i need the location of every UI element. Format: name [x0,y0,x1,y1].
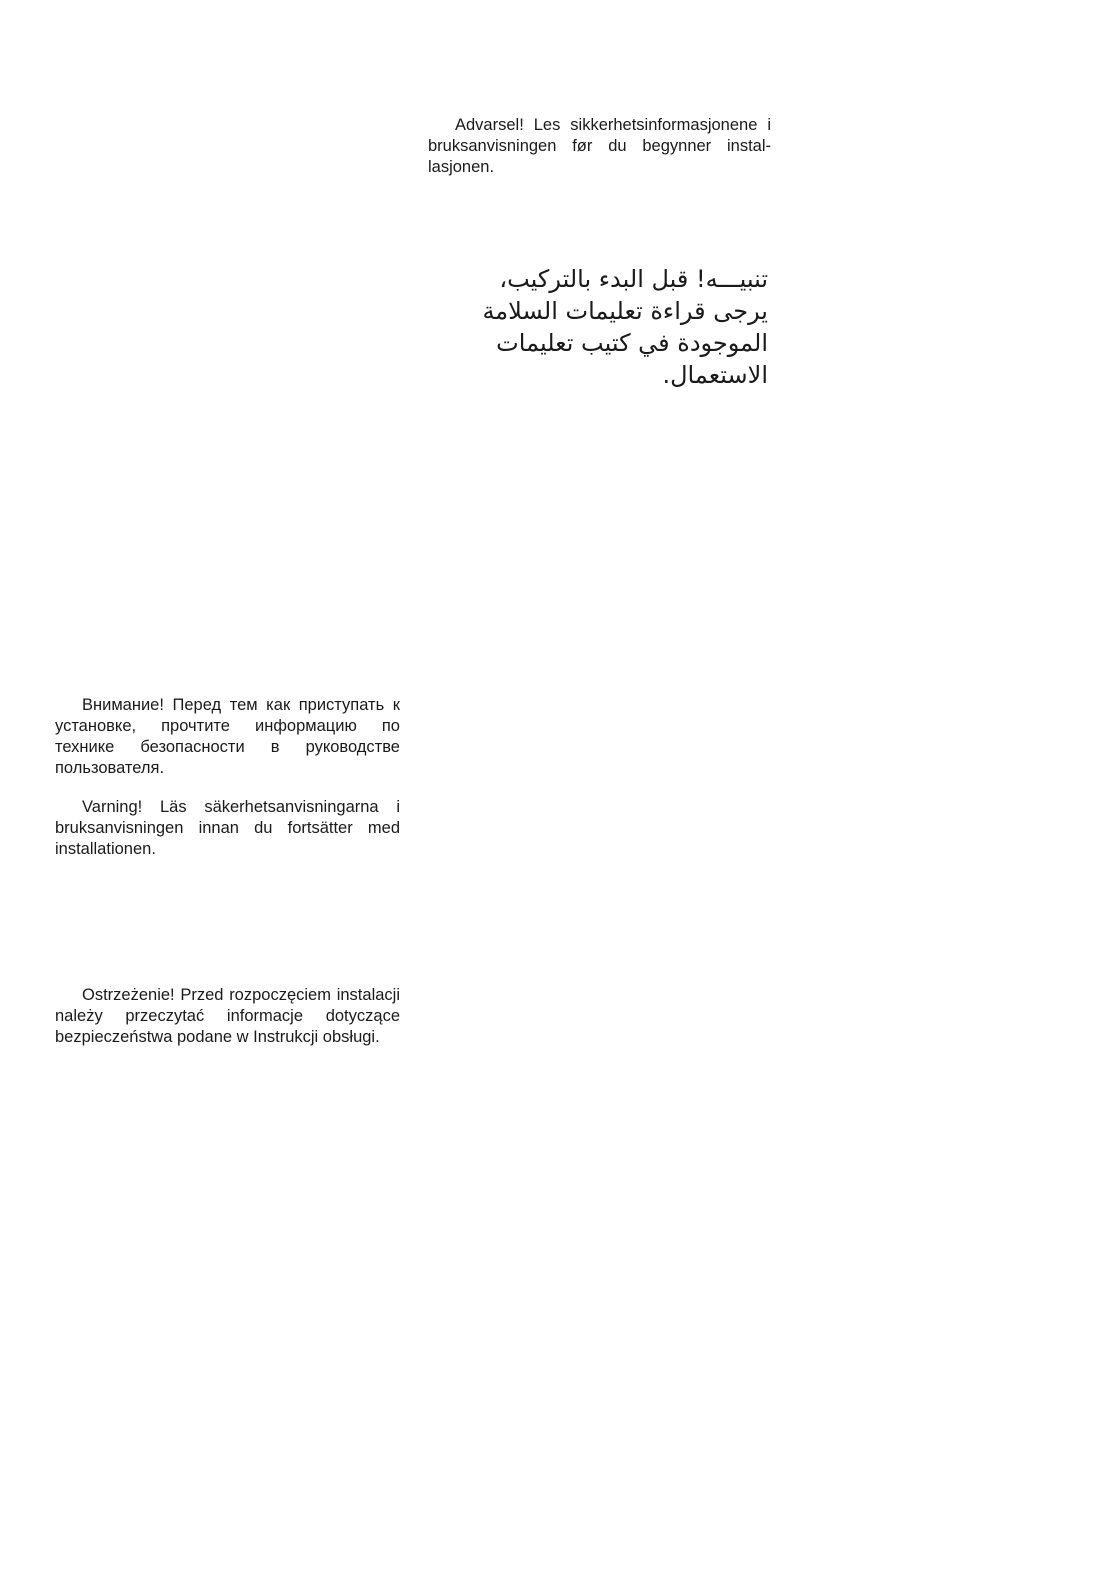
warning-polish: Ostrzeżenie! Przed rozpoczęciem instalacji należy przeczytać informacje dotyczące bezpieczeństwa podane w Instrukcji obsługi. [55,986,400,1046]
warning-swedish: Varning! Läs säkerhetsanvisningarna i bruksanvisningen innan du fortsätter med installationen. [55,798,400,858]
warning-russian: Внимание! Перед тем как приступать к установке, прочтите информацию по технике безопасности в руководстве пользователя. [55,696,400,777]
warning-arabic: تنبيـــه! قبل البدء بالتركيب، يرجى قراءة تعليمات السلامة الموجودة في كتيب تعليمات الاستعمال. [482,265,768,389]
warning-norwegian: Advarsel! Les sikkerhetsinformasjonene i bruksanvisningen før du begynner installasjonen. [428,116,771,176]
